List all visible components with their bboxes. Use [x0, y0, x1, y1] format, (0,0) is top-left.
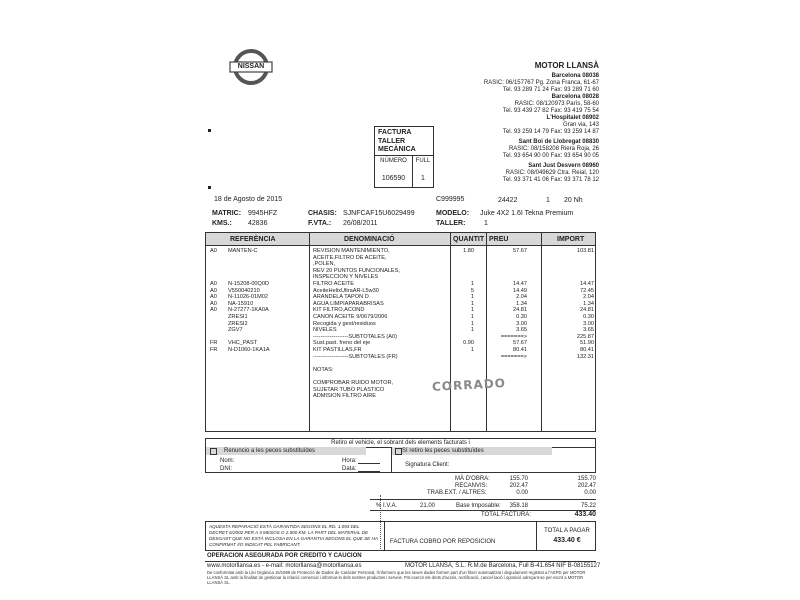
doc-type-subtitle: TALLER MECÀNICA — [378, 138, 416, 153]
code-2: 24422 — [498, 197, 518, 204]
row-description: Recogida y gest/residuos — [313, 320, 376, 327]
iva-label: % I.V.A. — [376, 503, 398, 509]
pickup-left-head: Renuncio a les peces substituïdes — [224, 448, 316, 454]
row-import: 72.45 — [580, 287, 594, 294]
row-quantity: 1 — [470, 314, 474, 320]
pickup-box — [205, 438, 596, 473]
rec-total: 202.47 — [577, 483, 596, 489]
divider — [206, 245, 595, 246]
table-row — [206, 334, 595, 341]
modelo-value: Juke 4X2 1.6I Tekna Premium — [480, 210, 574, 217]
row-price: 80.41 — [513, 347, 527, 353]
scan-mark — [208, 186, 211, 189]
row-quantity: 1 — [470, 347, 474, 353]
table-row — [206, 393, 595, 400]
header-preu: PREU — [489, 236, 509, 243]
row-price: 3.00 — [516, 320, 527, 327]
row-description: AGUA LIMPIAPARABRISAS — [313, 300, 384, 307]
row-area: A0 — [210, 281, 217, 287]
mechanic-stamp: CORRADO — [431, 376, 507, 394]
row-description: CANON ACEITE 9/0679/2006 — [313, 314, 388, 320]
table-row — [206, 281, 595, 288]
hora-label: Hora: — [342, 458, 357, 464]
divider — [370, 499, 596, 500]
checkbox-renuncio[interactable] — [210, 448, 217, 455]
code-1: C999995 — [436, 196, 465, 203]
row-quantity: 1 — [470, 307, 474, 314]
row-import: 1.34 — [583, 300, 594, 307]
nom-label: Nom: — [220, 458, 235, 464]
pickup-title: Retiro el vehicle, el sobrant dels elements facturats i — [331, 440, 470, 446]
sheet-number: 1 — [421, 175, 425, 182]
logo-text: NISSAN — [237, 63, 265, 70]
row-quantity: 1 — [470, 327, 474, 334]
modelo-label: MODELO: — [436, 210, 470, 217]
checkbox-retiro[interactable] — [395, 448, 402, 455]
row-description: -------------------SUBTOTALES (FR) — [313, 353, 398, 360]
web-text: www.motorllansa.es - e-mail: motorllansa@motorllansa.es — [207, 563, 362, 569]
row-reference: NA-15910 — [228, 300, 254, 307]
chasis-value: SJNFCAF15U6029499 — [343, 210, 415, 217]
kms-label: KMS.: — [212, 220, 232, 227]
row-description: ARANDELA TAPON D — [313, 294, 369, 301]
table-row — [206, 288, 595, 295]
row-reference: N-D1060-1KA1A — [228, 347, 270, 353]
code-3: 1 — [546, 197, 550, 204]
row-description: Sust.past. freno del eje — [313, 340, 371, 347]
table-row — [206, 373, 595, 380]
taller-label: TALLER: — [436, 220, 466, 227]
doc-type-title: FACTURA — [378, 129, 412, 136]
table-row — [206, 294, 595, 301]
row-reference: N-11026-01M02 — [228, 294, 269, 301]
header-ref: REFERÈNCIA — [230, 236, 276, 243]
pickup-right-head: Sí retiro les peces substituïdes — [402, 448, 484, 454]
row-import: 103.81 — [576, 248, 594, 254]
row-reference: VHC_PAST — [228, 340, 258, 347]
row-price: 0.30 — [516, 314, 527, 320]
row-description: KIT FILTRO,ACOND — [313, 307, 365, 314]
total-value: 433.40 — [574, 511, 596, 518]
row-import: 24.81 — [580, 307, 594, 314]
table-row — [206, 367, 595, 374]
row-reference: ZRESI2 — [228, 320, 248, 327]
ma-base: 155.70 — [509, 476, 528, 482]
row-area: A0 — [210, 287, 217, 294]
row-description: ADMISION FILTRO AIRE — [313, 393, 376, 400]
table-row — [206, 261, 595, 268]
ma-total: 155.70 — [577, 476, 596, 482]
row-import: 3.65 — [583, 327, 594, 334]
invoice-date: 18 de Agosto de 2015 — [214, 196, 283, 203]
row-price: 3.65 — [516, 327, 527, 334]
row-price: 57.67 — [513, 248, 527, 254]
company-text: MOTOR LLANSÀ, S.L. R.M.de Barcelona, Full B-41.654 NIF B-08155127 — [405, 563, 601, 569]
row-price: 2.04 — [516, 294, 527, 301]
row-reference: N-27277-1KA0A — [228, 307, 269, 314]
address-4: Sant Boi de Llobregat 08830 RASIC: 08/158208 Riera Roja, 26 Tel. 93 654 90 00 Fax: 93 654 90 05 — [502, 139, 599, 159]
rec-label: RECANVIS: — [455, 483, 488, 489]
row-reference: N-15208-00Q0D — [228, 281, 270, 287]
row-description: COMPROBAR RUIDO MOTOR, — [313, 380, 394, 386]
row-import: 2.04 — [583, 294, 594, 301]
table-row — [206, 268, 595, 275]
row-price: =======> — [500, 333, 527, 340]
row-import: 14.47 — [580, 281, 594, 287]
header-quant: QUANTIT — [453, 236, 485, 243]
divider — [205, 561, 596, 562]
trab-total: 0.00 — [584, 490, 596, 496]
table-row — [206, 321, 595, 328]
row-quantity: 1.80 — [463, 248, 474, 254]
row-price: 1.34 — [516, 300, 527, 307]
scan-mark — [208, 129, 211, 132]
row-description: REVISION MANTENIMIENTO, — [313, 248, 390, 254]
hora-field[interactable] — [358, 458, 380, 464]
invoice-number: 106590 — [381, 175, 406, 182]
row-area: A0 — [210, 300, 217, 307]
footer-box — [205, 521, 596, 551]
lines-table — [205, 232, 596, 432]
trab-base: 0.00 — [516, 490, 528, 496]
chasis-label: CHASIS: — [308, 210, 337, 217]
table-row — [206, 301, 595, 308]
row-import: 80.41 — [580, 347, 594, 353]
table-row — [206, 314, 595, 321]
matric-value: 9945HFZ — [248, 210, 278, 217]
taller-value: 1 — [484, 220, 488, 227]
kms-value: 42836 — [248, 220, 268, 227]
row-quantity: 0.90 — [463, 340, 474, 347]
table-row — [206, 340, 595, 347]
table-row — [206, 354, 595, 361]
row-area: A0 — [210, 294, 217, 301]
trab-label: TRAB.EXT. / ALTRES: — [427, 490, 487, 496]
divider — [384, 522, 385, 550]
row-quantity: 1 — [470, 300, 474, 307]
table-row — [206, 274, 595, 281]
row-price: =======> — [500, 353, 527, 360]
header-denom: DENOMINACIÓ — [344, 236, 395, 243]
signatura-label: Signatura Client: — [405, 462, 450, 468]
row-quantity: 1 — [470, 281, 474, 287]
row-area: FR — [210, 340, 218, 347]
divider — [391, 447, 392, 472]
row-price: 24.81 — [513, 307, 527, 314]
numero-label: NÚMERO — [380, 158, 407, 164]
divider — [536, 522, 537, 550]
pagar-label: TOTAL A PAGAR — [544, 528, 590, 534]
table-body — [206, 248, 595, 431]
row-description: INSPECCION Y NIVELES — [313, 274, 379, 281]
iva-pct: 21.00 — [420, 503, 436, 509]
row-area: A0 — [210, 307, 217, 314]
row-import: 51.90 — [580, 340, 594, 347]
cut-line — [380, 495, 381, 551]
nissan-logo — [229, 48, 273, 86]
base-value: 358.18 — [509, 503, 528, 509]
row-quantity: 5 — [470, 287, 474, 294]
row-reference: ZGV7 — [228, 327, 243, 334]
address-2: Barcelona 08028 RASIC: 08/120973 París, 58-60 Tel. 93 439 27 82 Fax: 93 419 75 54 — [502, 94, 599, 114]
row-price: 14.49 — [513, 287, 527, 294]
row-import: 3.00 — [583, 320, 594, 327]
code-4: 20 Nh — [564, 197, 583, 204]
data-field[interactable] — [358, 466, 380, 472]
table-row — [206, 380, 595, 387]
header-import: IMPORT — [557, 236, 585, 243]
asegurada-text: OPERACION ASEGURADA POR CREDITO Y CAUCION — [207, 553, 362, 559]
divider — [375, 155, 433, 156]
table-row — [206, 387, 595, 394]
privacy-text: De conformitat amb la Llei Orgànica 15/1999 de Protecció de Dades de Caràcter Personal, l'informem que les seves dades formen part d'un fitxer automatitzat i degudament registrat a l'AEPD per MOTOR LLANSÀ SL amb la finalitat de gestionar la relació comercial i informar-lo dels nostres productes i serveis. Pot exercir els drets d'accés, rectificació, cancel·lació i oposició adreçant-se per escrit a MOTOR LLANSÀ SL. — [207, 570, 586, 585]
legal-text: AQUESTA REPARACIÓ ESTÀ GARANTIDA SEGONS EL RD. 1.093 DEL DECRET 6/2002 PER A 3 MESOS O 2.000 KM. LA PART DEL MATERIAL DE DESGAST QUE NO ESTÀ INCLOSA EN LA GARANTIA SEGONS EL QUE SE HA CONFIRMAT I/O INDICAT PEL FABRICANT. — [209, 524, 378, 547]
doc-type-box — [374, 126, 434, 188]
table-row — [206, 248, 595, 255]
dealer-name: MOTOR LLANSÀ — [534, 61, 599, 70]
row-import: 132.31 — [576, 353, 594, 360]
table-row — [206, 360, 595, 367]
dni-label: DNI: — [220, 466, 232, 472]
row-description: KIT PASTILLAS,FR — [313, 347, 362, 353]
row-description: REV 20 PUNTOS FUNCIONALES, — [313, 267, 400, 274]
table-row — [206, 347, 595, 354]
rec-base: 202.47 — [509, 483, 528, 489]
row-description: AceiteHelixUltraAR-L5w30 — [313, 287, 379, 294]
iva-amount: 75.22 — [580, 503, 596, 509]
row-description: NIVELES — [313, 327, 337, 334]
row-quantity: 1 — [470, 294, 474, 301]
table-row — [206, 307, 595, 314]
total-label: TOTAL FACTURA: — [481, 512, 531, 518]
data-label: Data: — [342, 466, 357, 472]
row-import: 225.87 — [576, 333, 594, 340]
row-reference: ZRESI1 — [228, 314, 248, 320]
ma-label: MÀ D'OBRA: — [455, 476, 490, 482]
row-description: ACEITE,FILTRO DE ACEITE, — [313, 254, 387, 261]
address-3: L'Hospitalet 08902 Gran via, 143 Tel. 93 259 14 79 Fax: 93 259 14 87 — [502, 115, 599, 135]
table-row — [206, 327, 595, 334]
row-description: FILTRO ACEITE — [313, 281, 354, 287]
address-1: Barcelona 08038 RASIC: 06/157767 Pg. Zona Franca, 61-67 Tel. 93 289 71 24 Fax: 93 289 71 60 — [483, 73, 599, 93]
row-area: A0 — [210, 248, 217, 254]
base-label: Base Imposable: — [456, 503, 501, 509]
address-5: Sant Just Desvern 08960 RASIC: 08/049629 Ctra. Reial, 120 Tel. 93 371 41 06 Fax: 93 371 78 12 — [502, 163, 599, 183]
row-description: ,POLEN, — [313, 261, 336, 268]
pagar-value: 433.40 € — [553, 537, 581, 544]
row-price: 14.47 — [513, 281, 527, 287]
fvta-label: F.VTA.: — [308, 220, 332, 227]
row-reference: MANTEN-C — [228, 248, 258, 254]
row-description: NOTAS: — [313, 366, 334, 373]
full-label: FULL — [415, 158, 431, 164]
row-description: -------------------SUBTOTALES (A0) — [313, 333, 397, 340]
row-quantity: 1 — [470, 320, 474, 327]
matric-label: MATRIC: — [212, 210, 242, 217]
row-area: FR — [210, 347, 218, 353]
row-description: SUJETAR TUBO PLASTICO — [313, 386, 385, 393]
fvta-value: 26/08/2011 — [343, 220, 378, 227]
row-import: 0.30 — [583, 314, 594, 320]
cobro-text: FACTURA COBRO POR REPOSICION — [390, 539, 496, 545]
addresses-block — [419, 73, 599, 184]
table-row — [206, 255, 595, 262]
row-reference: V550040210 — [228, 287, 260, 294]
row-price: 57.67 — [513, 340, 527, 347]
